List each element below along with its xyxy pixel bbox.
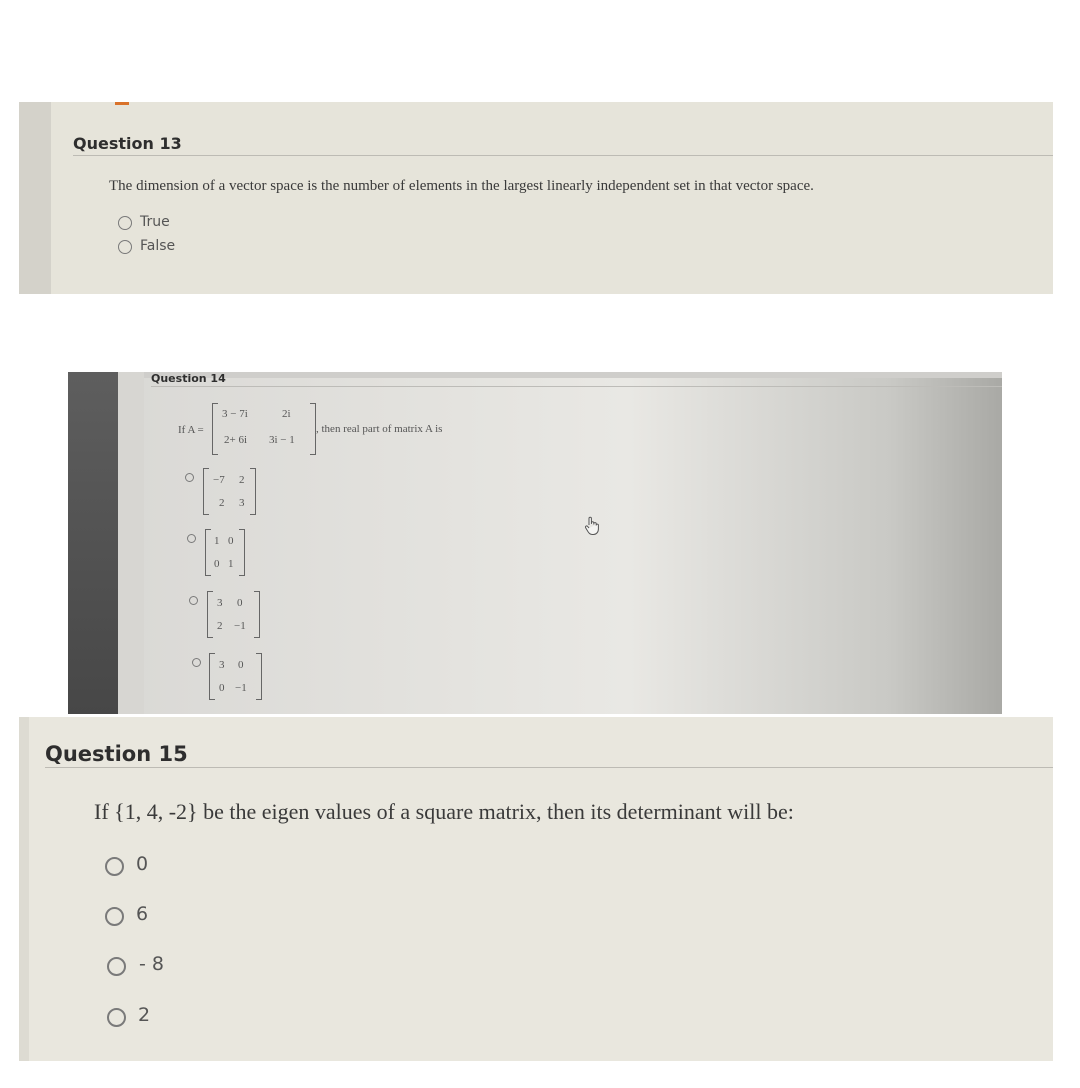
- q14-radio-4[interactable]: [192, 658, 201, 667]
- q14-opt2-r2c2: 1: [228, 558, 234, 570]
- q14-opt1-r2c1: 2: [219, 497, 225, 509]
- q14-radio-1[interactable]: [185, 473, 194, 482]
- q15-radio-6[interactable]: [105, 907, 124, 926]
- question-14-panel: [68, 372, 1002, 714]
- question-14-dark-sidebar: [68, 372, 118, 714]
- question-15-prompt: If {1, 4, -2} be the eigen values of a square matrix, then its determinant will be:: [94, 799, 794, 824]
- q14-option-4-matrix: [209, 653, 262, 700]
- q14-option-2-matrix: [205, 529, 245, 576]
- option-true-label: True: [140, 214, 170, 230]
- question-13-prompt: The dimension of a vector space is the number of elements in the largest linearly independent set in that vector space.: [109, 178, 814, 194]
- question-13-left-strip: [19, 102, 51, 294]
- matrix-a-r1c1: 3 − 7i: [222, 408, 248, 420]
- q15-radio-0[interactable]: [105, 857, 124, 876]
- question-15-left-strip: [19, 717, 29, 1061]
- question-15-panel: [19, 717, 1053, 1061]
- question-14-top-band: [144, 372, 1002, 378]
- q14-opt3-r1c2: 0: [237, 597, 243, 609]
- radio-false[interactable]: [118, 240, 132, 254]
- radio-true[interactable]: [118, 216, 132, 230]
- question-14-prompt-prefix: If A =: [178, 424, 204, 436]
- matrix-a-r2c2: 3i − 1: [269, 434, 295, 446]
- hand-cursor-icon: [584, 516, 600, 536]
- question-13-divider: [73, 155, 1053, 156]
- q14-radio-2[interactable]: [187, 534, 196, 543]
- q14-opt1-r1c2: 2: [239, 474, 245, 486]
- q15-radio-neg8[interactable]: [107, 957, 126, 976]
- matrix-a: [212, 403, 316, 455]
- q15-option-neg8-label: - 8: [139, 953, 164, 975]
- question-14-divider: [151, 386, 1002, 387]
- q14-opt3-r2c2: −1: [234, 620, 246, 632]
- q14-option-1-matrix: [203, 468, 256, 515]
- q15-option-0-label: 0: [136, 853, 149, 875]
- q15-option-6-label: 6: [136, 903, 149, 925]
- q14-opt4-r1c2: 0: [238, 659, 244, 671]
- question-14-prompt-suffix: , then real part of matrix A is: [316, 423, 443, 435]
- q14-opt4-r2c1: 0: [219, 682, 225, 694]
- q14-opt1-r1c1: −7: [213, 474, 225, 486]
- q14-opt3-r2c1: 2: [217, 620, 223, 632]
- question-13-panel: [19, 102, 1053, 294]
- q15-option-2-label: 2: [138, 1004, 151, 1026]
- prev-question-orange-mark: [115, 102, 129, 105]
- question-15-divider: [45, 767, 1053, 768]
- q14-opt2-r2c1: 0: [214, 558, 220, 570]
- q14-opt4-r1c1: 3: [219, 659, 225, 671]
- question-15-title: Question 15: [45, 742, 188, 766]
- question-14-light-gutter: [118, 372, 144, 714]
- matrix-a-r2c1: 2+ 6i: [224, 434, 248, 446]
- q14-opt4-r2c2: −1: [235, 682, 247, 694]
- matrix-a-r1c2: 2i: [282, 408, 291, 420]
- q14-opt3-r1c1: 3: [217, 597, 223, 609]
- q14-opt2-r1c2: 0: [228, 535, 234, 547]
- option-false-label: False: [140, 238, 176, 254]
- q14-opt1-r2c2: 3: [239, 497, 245, 509]
- q14-opt2-r1c1: 1: [214, 535, 220, 547]
- q14-option-3-matrix: [207, 591, 260, 638]
- q14-radio-3[interactable]: [189, 596, 198, 605]
- question-13-title: Question 13: [73, 134, 182, 153]
- question-14-title: Question 14: [151, 372, 226, 385]
- q15-radio-2[interactable]: [107, 1008, 126, 1027]
